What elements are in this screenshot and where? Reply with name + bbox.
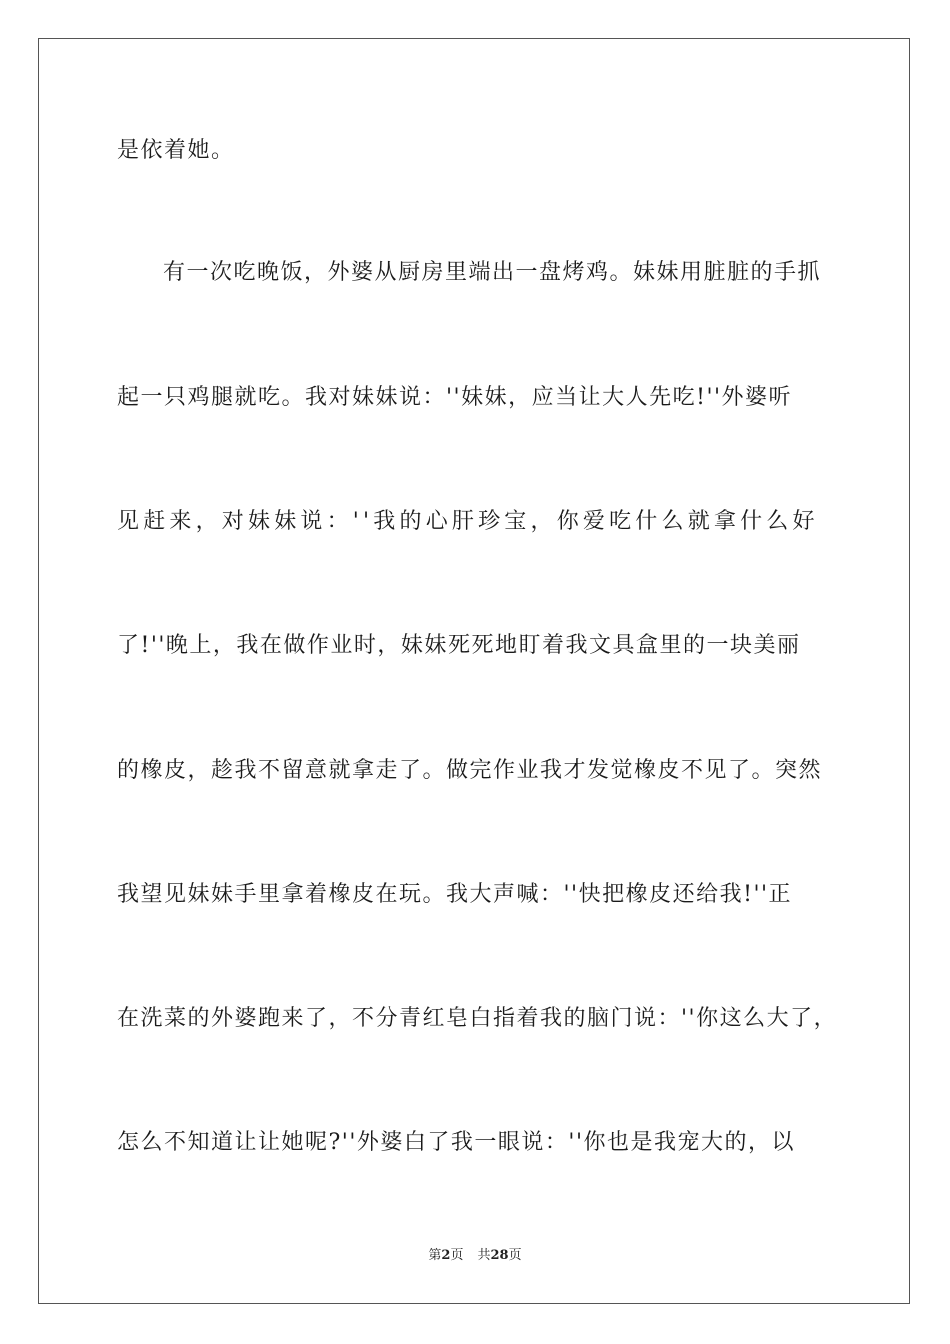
page-prefix: 第 <box>428 1248 442 1263</box>
page-border <box>38 38 910 1304</box>
text-line: 的橡皮，趁我不留意就拿走了。做完作业我才发觉橡皮不见了。突然 <box>117 758 823 783</box>
page-footer <box>0 1247 950 1265</box>
page-number: 2 <box>441 1248 451 1263</box>
text-line: 怎么不知道让让她呢?''外婆白了我一眼说：''你也是我宠大的，以 <box>117 1130 795 1155</box>
text-line: 见赶来，对妹妹说：''我的心肝珍宝，你爱吃什么就拿什么好 <box>117 509 819 534</box>
text-line: 是依着她。 <box>117 138 235 163</box>
text-line: 起一只鸡腿就吃。我对妹妹说：''妹妹，应当让大人先吃!''外婆听 <box>117 385 793 410</box>
text-line: 在洗菜的外婆跑来了，不分青红皂白指着我的脑门说：''你这么大了， <box>117 1006 838 1031</box>
text-line: 有一次吃晚饭，外婆从厨房里端出一盘烤鸡。妹妹用脏脏的手抓 <box>163 260 822 285</box>
page-suffix: 页 <box>450 1248 464 1263</box>
text-line: 我望见妹妹手里拿着橡皮在玩。我大声喊：''快把橡皮还给我!''正 <box>117 882 793 907</box>
total-prefix: 共 <box>477 1248 491 1263</box>
text-line: 了!''晚上，我在做作业时，妹妹死死地盯着我文具盒里的一块美丽 <box>117 633 801 658</box>
total-suffix: 页 <box>508 1248 522 1263</box>
total-pages: 28 <box>490 1248 509 1263</box>
